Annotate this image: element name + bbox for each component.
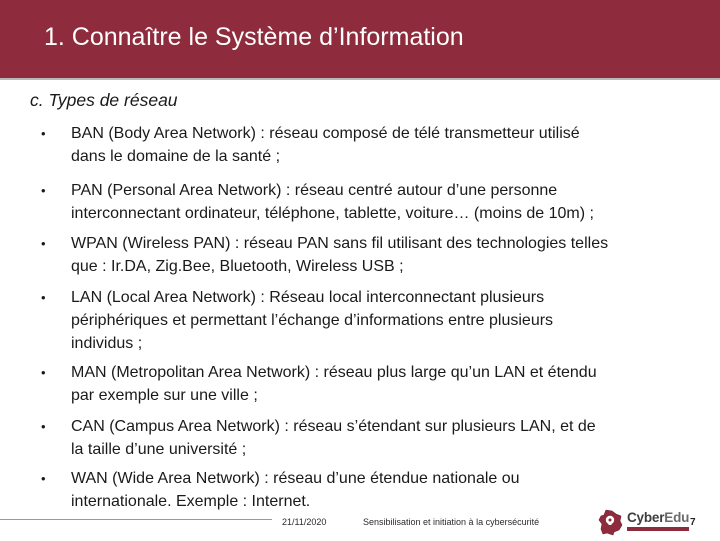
bullet-line: la taille d’une université ; [71,441,247,458]
slide-title: 1. Connaître le Système d’Information [44,23,464,51]
bullet-line: internationale. Exemple : Internet. [71,493,311,510]
bullet-line: dans le domaine de la santé ; [71,148,281,165]
bullet-text [71,467,701,513]
france-map-icon [597,508,625,536]
bullet-dot: • [41,183,46,198]
bullet-dot: • [41,471,46,486]
bullet-text [71,415,701,461]
bullet-line: individus ; [71,335,143,352]
bullet-line: par exemple sur une ville ; [71,387,258,404]
page-number: 7 [690,517,696,528]
bullet-dot: • [41,290,46,305]
bullet-line: périphériques et permettant l’échange d’informations entre plusieurs [71,312,554,329]
bullet-line: CAN (Campus Area Network) : réseau s’étendant sur plusieurs LAN, et de [71,418,596,435]
logo-underline [627,527,689,531]
bullet-line: MAN (Metropolitan Area Network) : réseau plus large qu’un LAN et étendu [71,364,597,381]
footer-divider [0,519,272,520]
slide-header [0,0,720,80]
logo-wordmark [627,510,689,525]
section-title: c. Types de réseau [30,90,178,110]
footer-caption: Sensibilisation et initiation à la cybersécurité [363,517,540,527]
bullet-line: PAN (Personal Area Network) : réseau centré autour d’une personne [71,182,558,199]
bullet-text [71,361,701,407]
bullet-dot: • [41,126,46,141]
bullet-dot: • [41,236,46,251]
cyberedu-logo [597,508,691,536]
bullet-line: interconnectant ordinateur, téléphone, tablette, voiture… (moins de 10m) ; [71,205,594,222]
bullet-text [71,179,701,225]
logo-name-part1: Cyber [627,510,665,525]
bullet-dot: • [41,365,46,380]
bullet-text [71,122,701,168]
bullet-line: WPAN (Wireless PAN) : réseau PAN sans fil utilisant des technologies telles [71,235,609,252]
bullet-line: que : Ir.DA, Zig.Bee, Bluetooth, Wireless USB ; [71,258,404,275]
bullet-text [71,286,701,355]
bullet-line: LAN (Local Area Network) : Réseau local interconnectant plusieurs [71,289,545,306]
bullet-line: BAN (Body Area Network) : réseau composé de télé transmetteur utilisé [71,125,580,142]
footer-date: 21/11/2020 [282,517,327,527]
bullet-text [71,232,701,278]
logo-name-part2: Edu [664,510,690,525]
bullet-dot: • [41,419,46,434]
bullet-line: WAN (Wide Area Network) : réseau d’une étendue nationale ou [71,470,520,487]
